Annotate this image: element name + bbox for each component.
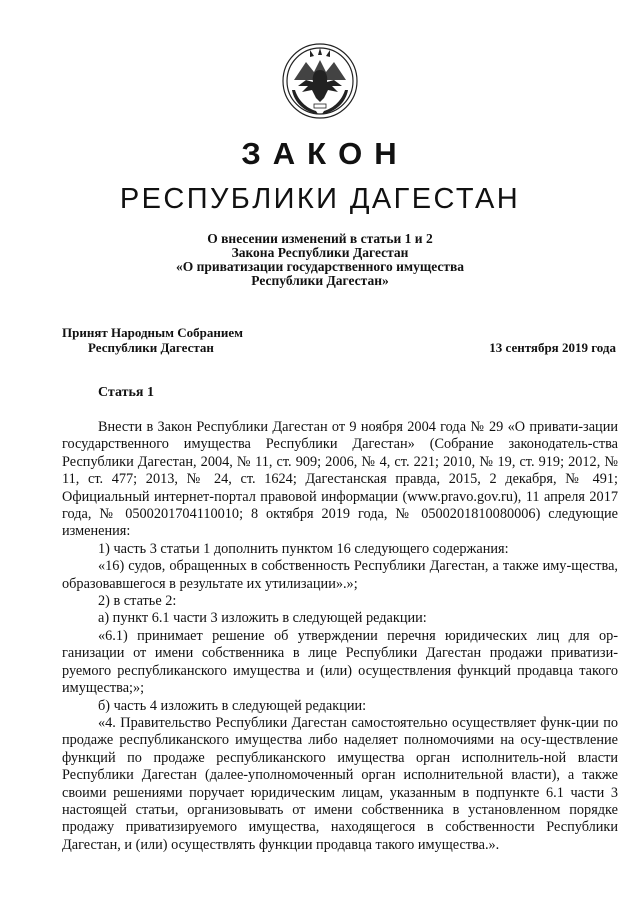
subject-line: О внесении изменений в статьи 1 и 2 xyxy=(207,231,433,246)
article-heading: Статья 1 xyxy=(98,385,154,400)
adoption-date: 13 сентября 2019 года xyxy=(489,340,616,355)
coat-of-arms-emblem xyxy=(272,40,368,122)
paragraph: 2) в статье 2: xyxy=(98,593,177,610)
subject-line: Республики Дагестан» xyxy=(251,273,389,288)
subject-line: Закона Республики Дагестан xyxy=(231,245,409,260)
paragraph: Внести в Закон Республики Дагестан от 9 ноября 2004 года № 29 «О привати-зации государственного имущества Республики Дагестан» (Собрание законодатель-ства Республики Дагестан, 2004, № 11, ст. 909; 2006, № 4, ст. 221; 2010, № 19, ст. 919; 2012, № 11, ст. 477; 2013, № 24, ст. 1624; Дагестанская правда, 2015, 2 декабря, № 491; Официальный интернет-портал правовой информации (www.pravo.gov.ru), 11 апреля 2017 года, № 0500201704110010; 8 октября 2019 года, № 0500201810080006) следующие изменения: xyxy=(62,419,618,540)
paragraph: 1) часть 3 статьи 1 дополнить пунктом 16 следующего содержания: xyxy=(98,540,509,557)
document-subtitle: РЕСПУБЛИКИ ДАГЕСТАН xyxy=(119,183,521,215)
paragraph: «6.1) принимает решение об утверждении перечня юридических лиц для ор-ганизации от имени собственника в лице Республики Дагестан продажи приватизи-руемого республиканского имущества и (или) осуществления функций продавца такого имущества;»; xyxy=(62,627,618,697)
paragraph: а) пункт 6.1 части 3 изложить в следующей редакции: xyxy=(98,610,427,627)
subject-line: «О приватизации государственного имущества xyxy=(175,259,465,274)
adoption-note xyxy=(62,325,243,355)
document-title: ЗАКОН xyxy=(241,136,409,171)
paragraph: «16) судов, обращенных в собственность Республики Дагестан, а также иму-щества, образовавшегося в результате их утилизации».»; xyxy=(62,558,618,592)
article-body xyxy=(62,419,618,854)
adopted-by-line: Принят Народным Собранием xyxy=(62,325,244,340)
paragraph: «4. Правительство Республики Дагестан самостоятельно осуществляет функ-ции по продаже республиканского имущества либо наделяет полномочиями на осу-ществление функций по продаже республиканского имущества орган исполнитель-ной власти Республики Дагестан (далее-уполномоченный орган исполнительной власти), а также своими решениями поручает юридическим лицам, указанным в подпункте 6.1 части 3 настоящей статьи, организовывать от имени собственника в установленном порядке продажу приватизируемого имущества, находящегося в собственности Республики Дагестан, и (или) осуществлять функции продавца такого имущества.». xyxy=(62,714,618,853)
document-subject xyxy=(0,232,640,288)
paragraph: б) часть 4 изложить в следующей редакции: xyxy=(98,697,367,714)
adopted-by-line: Республики Дагестан xyxy=(88,340,214,355)
